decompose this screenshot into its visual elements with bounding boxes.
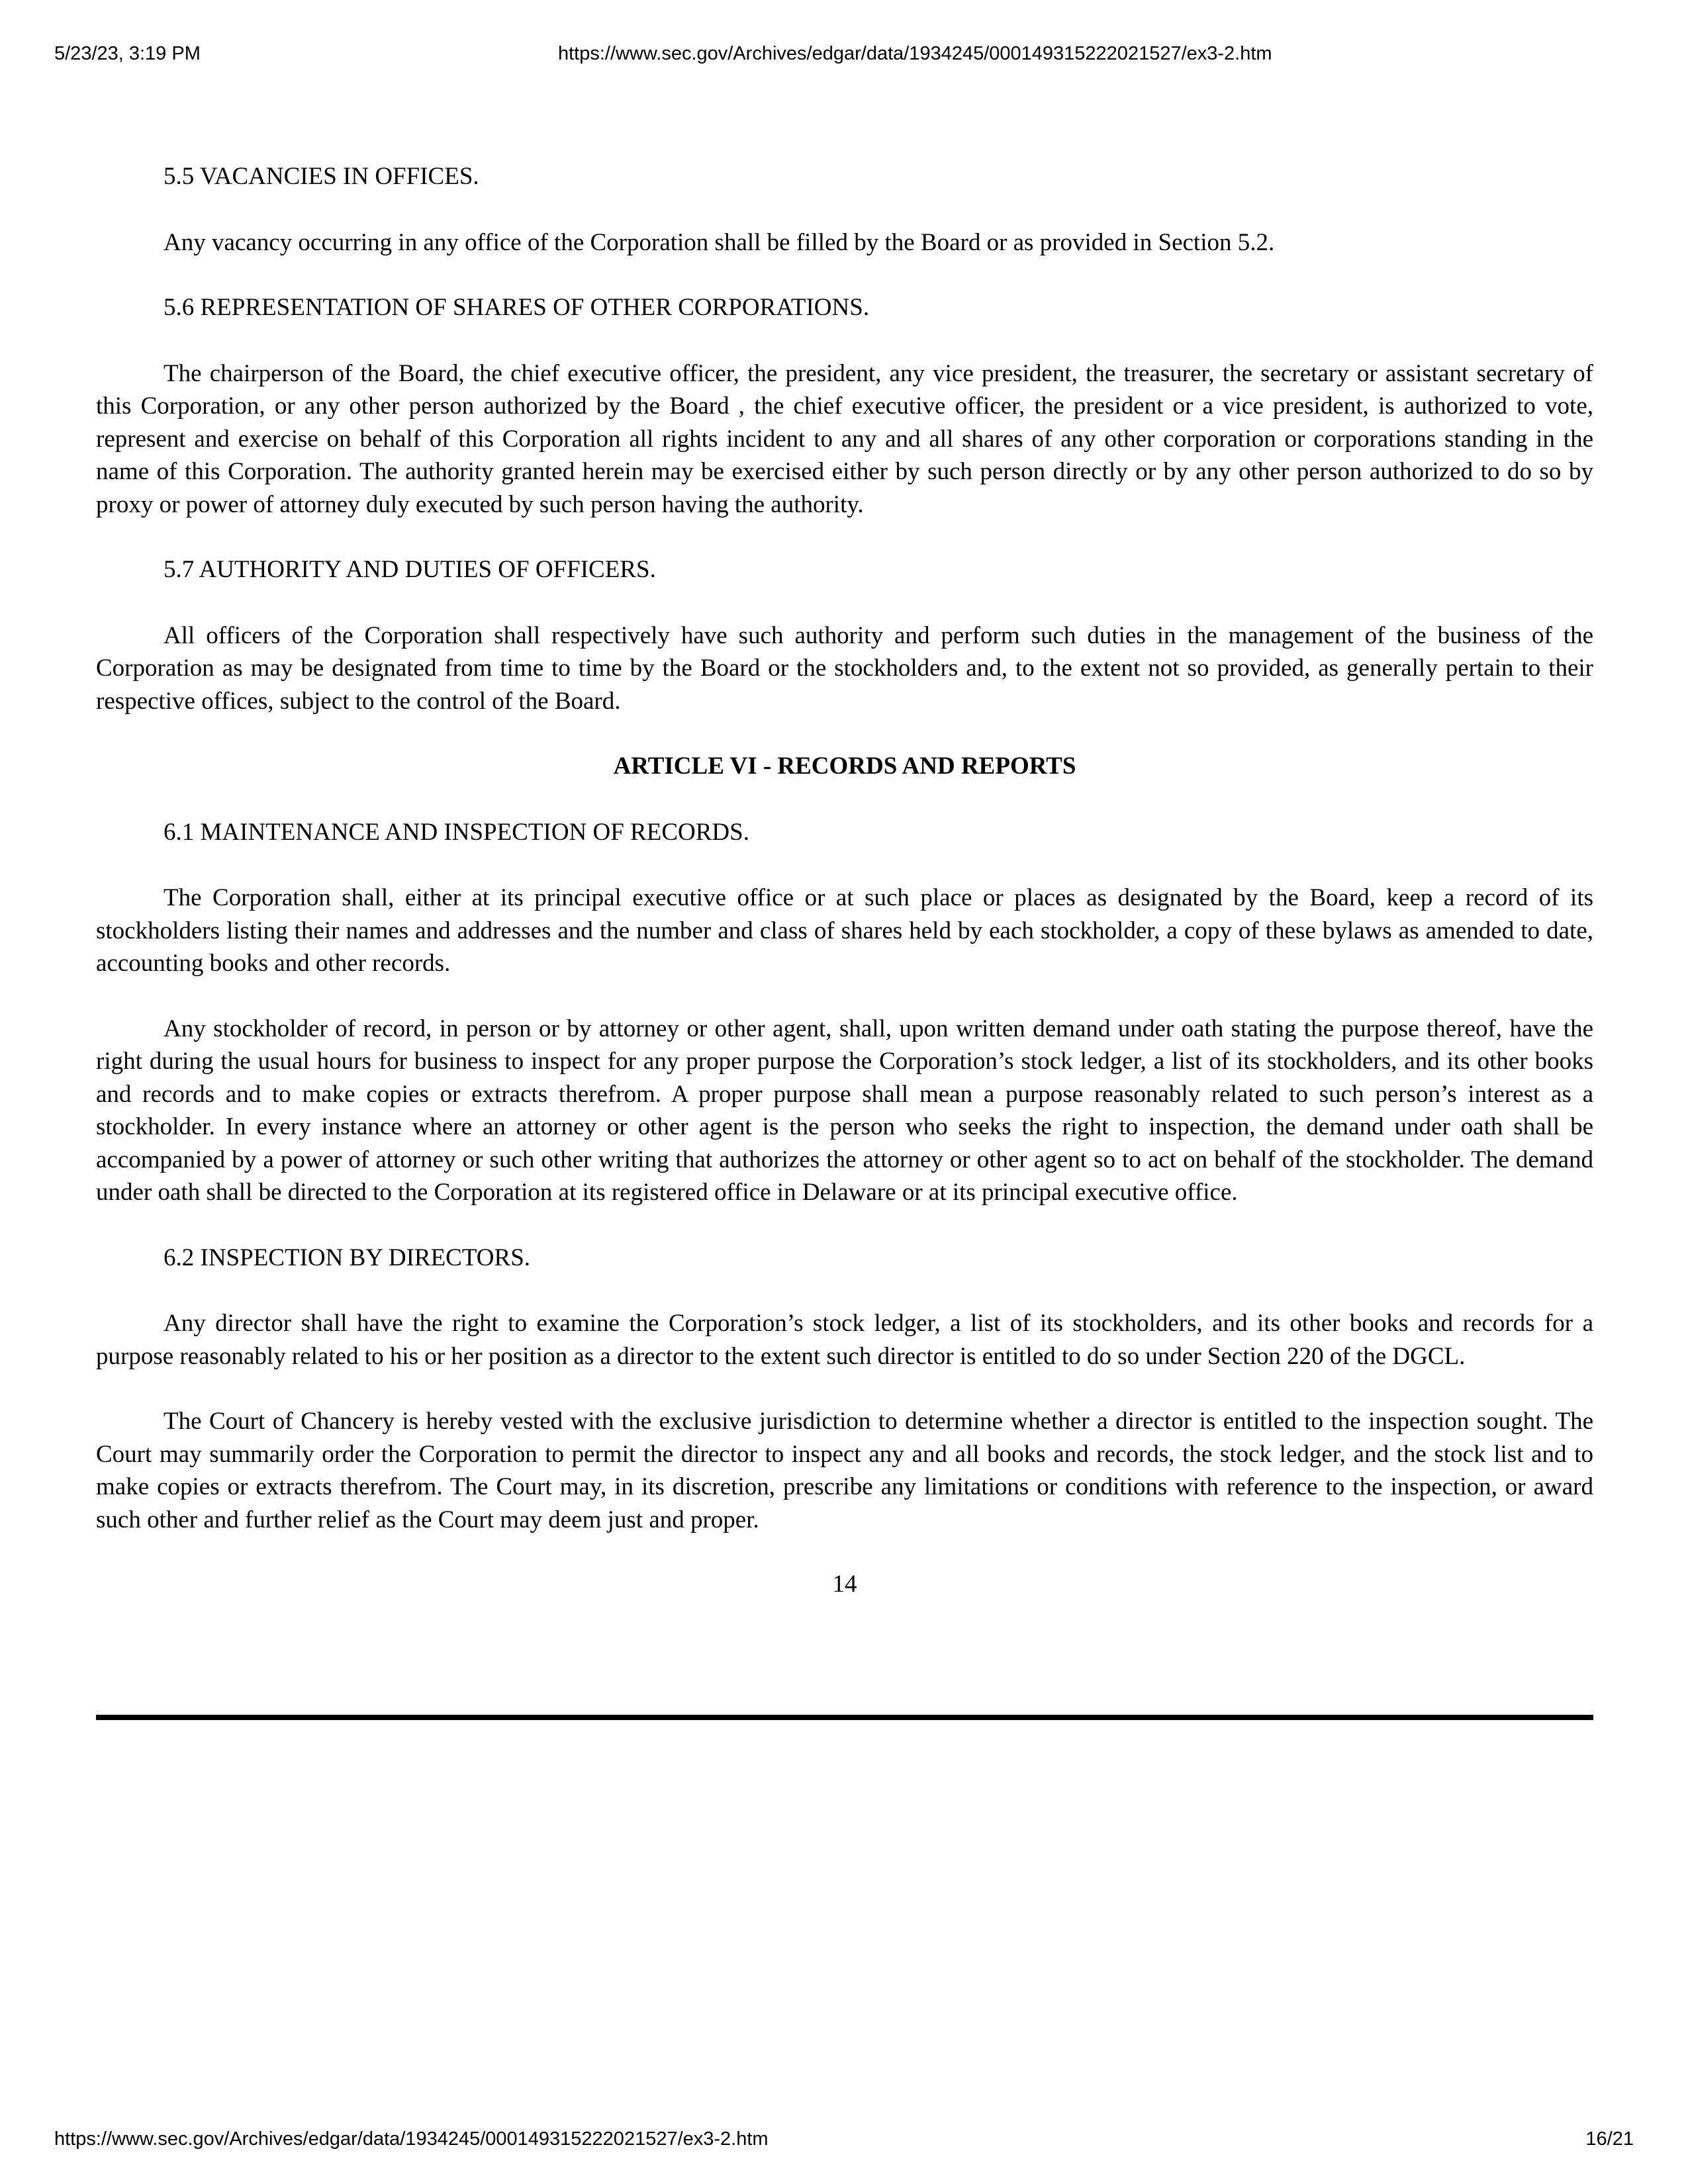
section-heading-5-5: 5.5 VACANCIES IN OFFICES. [164,163,479,190]
page-divider-rule [96,1715,1593,1720]
section-heading-5-7: 5.7 AUTHORITY AND DUTIES OF OFFICERS. [164,556,656,583]
print-timestamp: 5/23/23, 3:19 PM [54,43,201,64]
page-number: 14 [832,1570,857,1598]
paragraph-5-7: All officers of the Corporation shall respectively have such authority and perform such duties in the management of the business of the Corporation as may be designated from time to time by the Board or the stockholders and, to the extent not so provided, as generally pertain to their respective offices, subject to the control of the Board. [96,621,1593,715]
paragraph-6-1-a: The Corporation shall, either at its principal executive office or at such place or places as designated by the Board, keep a record of its stockholders listing their names and addresses and the number and class of shares held by each stockholder, a copy of these bylaws as amended to date, accounting books and other records. [96,884,1593,977]
print-page-indicator: 16/21 [1585,2128,1634,2150]
section-heading-6-1: 6.1 MAINTENANCE AND INSPECTION OF RECORDS. [164,818,749,846]
document-body [96,160,1593,1600]
paragraph-6-2-b: The Court of Chancery is hereby vested with the exclusive jurisdiction to determine whether a director is entitled to the inspection sought. The Court may summarily order the Corporation to permit the director to inspect any and all books and records, the stock ledger, and the stock list and to make copies or extracts therefrom. The Court may, in its discretion, prescribe any limitations or conditions with reference to the inspection, or award such other and further relief as the Court may deem just and proper. [96,1408,1593,1533]
paragraph-5-6: The chairperson of the Board, the chief executive officer, the president, any vice president, the treasurer, the secretary or assistant secretary of this Corporation, or any other person authorized by the Board , the chief executive officer, the president or a vice president, is authorized to vote, represent and exercise on behalf of this Corporation all rights incident to any and all shares of any other corporation or corporations standing in the name of this Corporation. The authority granted herein may be exercised either by such person directly or by any other person authorized to do so by proxy or power of attorney duly executed by such person having the authority. [96,359,1593,518]
section-heading-5-6: 5.6 REPRESENTATION OF SHARES OF OTHER CORPORATIONS. [164,294,870,321]
paragraph-6-2-a: Any director shall have the right to examine the Corporation’s stock ledger, a list of its stockholders, and its other books and records for a purpose reasonably related to his or her position as a director to the extent such director is entitled to do so under Section 220 of the DGCL. [96,1310,1593,1370]
print-footer-url: https://www.sec.gov/Archives/edgar/data/1934245/000149315222021527/ex3-2.htm [54,2128,769,2150]
article-heading-vi: ARTICLE VI - RECORDS AND REPORTS [613,752,1076,780]
section-heading-6-2: 6.2 INSPECTION BY DIRECTORS. [164,1244,531,1271]
print-header-url: https://www.sec.gov/Archives/edgar/data/1934245/000149315222021527/ex3-2.htm [558,43,1272,64]
paragraph-6-1-b: Any stockholder of record, in person or by attorney or other agent, shall, upon written demand under oath stating the purpose thereof, have the right during the usual hours for business to inspect for any proper purpose the Corporation’s stock ledger, a list of its stockholders, and its other books and records and to make copies or extracts therefrom. A proper purpose shall mean a purpose reasonably related to such person’s interest as a stockholder. In every instance where an attorney or other agent is the person who seeks the right to inspection, the demand under oath shall be accompanied by a power of attorney or such other writing that authorizes the attorney or other agent so to act on behalf of the stockholder. The demand under oath shall be directed to the Corporation at its registered office in Delaware or at its principal executive office. [96,1015,1593,1206]
paragraph-5-5: Any vacancy occurring in any office of the Corporation shall be filled by the Board or as provided in Section 5.2. [164,228,1275,256]
